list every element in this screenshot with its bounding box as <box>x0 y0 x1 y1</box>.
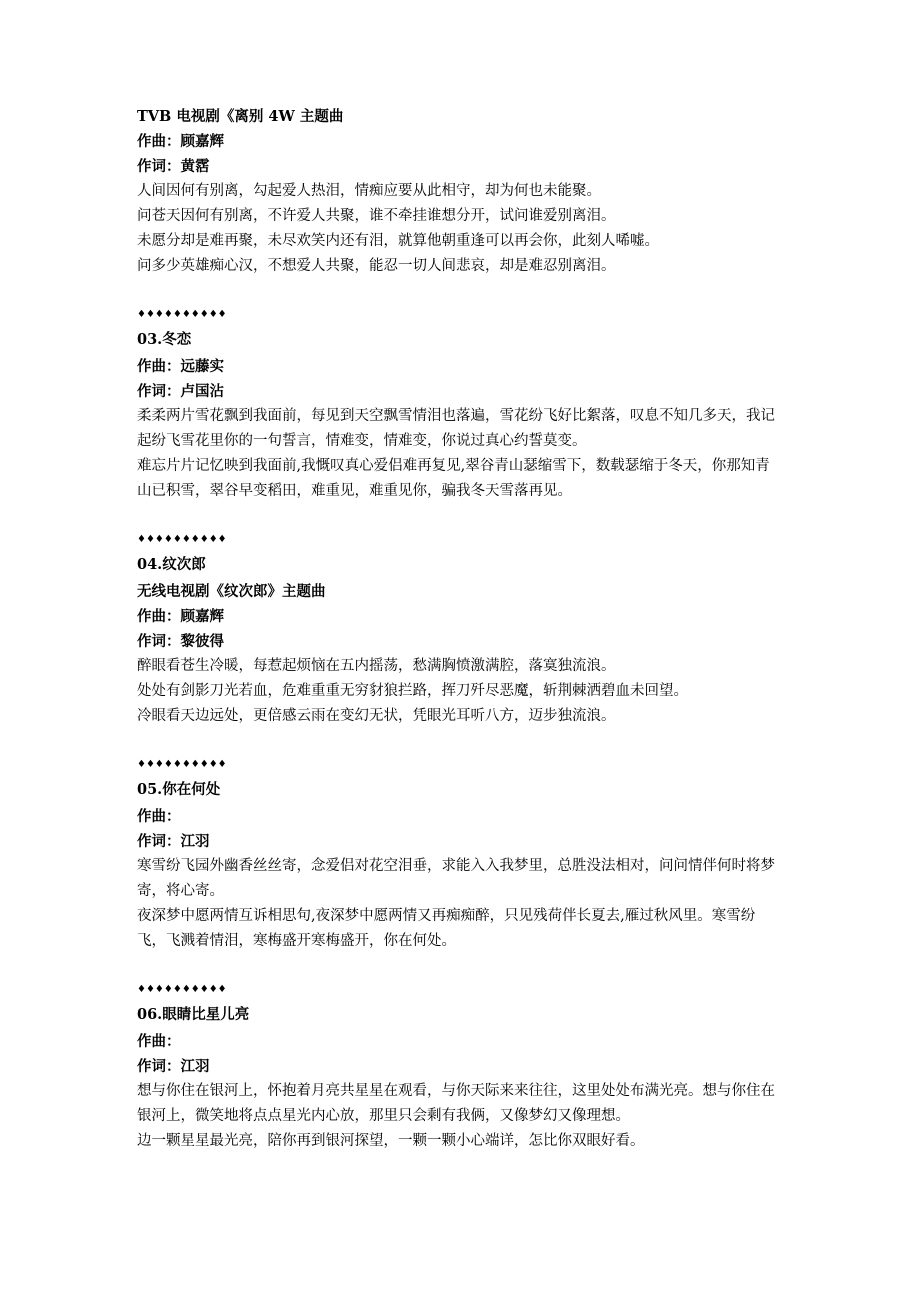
lyric-paragraph: 寒雪纷飞园外幽香丝丝寄，念爱侣对花空泪垂，求能入入我梦里，总胜没法相对，问问情伴何时将梦寄，将心寄。 <box>137 858 775 899</box>
song-06-composer: 作曲： <box>137 1033 181 1050</box>
song-04-subtitle: 无线电视剧《纹次郎》主题曲 <box>137 583 326 600</box>
song-02-composer: 作曲：顾嘉辉 <box>137 133 224 150</box>
diamond-divider: ♦♦♦♦♦♦♦♦♦♦ <box>137 984 227 995</box>
song-05-lyricist: 作词：江羽 <box>137 833 210 850</box>
diamond-divider: ♦♦♦♦♦♦♦♦♦♦ <box>137 759 227 770</box>
song-04-lyricist: 作词：黎彼得 <box>137 633 224 650</box>
spacer <box>137 504 782 527</box>
song-05-section <box>137 777 782 954</box>
lyric-paragraph: 边一颗星星最光亮，陪你再到银河探望，一颗一颗小心端详，怎比你双眼好看。 <box>137 1133 645 1149</box>
song-02-section <box>137 104 782 279</box>
song-02-lyricist: 作词：黄霑 <box>137 158 210 175</box>
lyric-line: 人间因何有别离，勾起爱人热泪，情痴应要从此相守，却为何也未能聚。 <box>137 183 601 199</box>
lyric-paragraph: 夜深梦中愿两情互诉相思句,夜深梦中愿两情又再痴痴醉，只见残荷伴长夏去,雁过秋风里。寒雪纷飞，飞溅着情泪，寒梅盛开寒梅盛开，你在何处。 <box>137 908 756 949</box>
lyric-paragraph: 难忘片片记忆映到我面前,我慨叹真心爱侣难再复见,翠谷青山瑟缩雪下，数载瑟缩于冬天，你那知青山已积雪，翠谷早变稻田，难重见，难重见你，骗我冬天雪落再见。 <box>137 458 770 499</box>
diamond-divider: ♦♦♦♦♦♦♦♦♦♦ <box>137 534 227 545</box>
diamond-divider: ♦♦♦♦♦♦♦♦♦♦ <box>137 309 227 320</box>
song-04-section <box>137 552 782 729</box>
song-06-lyricist: 作词：江羽 <box>137 1058 210 1075</box>
lyric-line: 未愿分却是难再聚，未尽欢笑内还有泪，就算他朝重逢可以再会你，此刻人唏嘘。 <box>137 233 659 249</box>
song-04-composer: 作曲：顾嘉辉 <box>137 608 224 625</box>
song-06-title: 06.眼睛比星儿亮 <box>137 1006 250 1023</box>
song-04-title: 04.纹次郎 <box>137 556 206 573</box>
lyric-paragraph: 想与你住在银河上，怀抱着月亮共星星在观看，与你天际来来往往，这里处处布满光亮。想与你住在银河上，微笑地将点点星光内心放，那里只会剩有我俩，又像梦幻又像理想。 <box>137 1083 775 1124</box>
document-page <box>137 104 782 1154</box>
spacer <box>137 954 782 977</box>
song-03-composer: 作曲：远藤实 <box>137 358 224 375</box>
spacer <box>137 729 782 752</box>
lyric-line: 问苍天因何有别离，不许爱人共聚，谁不牵挂谁想分开，试问谁爱别离泪。 <box>137 208 616 224</box>
lyric-line: 冷眼看天边远处，更倍感云雨在变幻无状，凭眼光耳听八方，迈步独流浪。 <box>137 708 616 724</box>
spacer <box>137 279 782 302</box>
lyric-line: 问多少英雄痴心汉，不想爱人共聚，能忍一切人间悲哀，却是难忍别离泪。 <box>137 258 616 274</box>
song-03-title: 03.冬恋 <box>137 331 192 348</box>
lyric-paragraph: 柔柔两片雪花飘到我面前，每见到天空飘雪情泪也落遍，雪花纷飞好比絮落，叹息不知几多天，我记起纷飞雪花里你的一句誓言，情难变，情难变，你说过真心约誓莫变。 <box>137 408 775 449</box>
lyric-line: 醉眼看苍生冷暖，每惹起烦恼在五内摇荡，愁满胸愤激满腔，落寞独流浪。 <box>137 658 616 674</box>
song-03-section <box>137 327 782 504</box>
lyric-line: 处处有剑影刀光若血，危难重重无穷豺狼拦路，挥刀歼尽恶魔，斩荆棘洒碧血未回望。 <box>137 683 688 699</box>
song-06-section <box>137 1002 782 1154</box>
song-05-composer: 作曲： <box>137 808 181 825</box>
song-05-title: 05.你在何处 <box>137 781 221 798</box>
song-03-lyricist: 作词：卢国沾 <box>137 383 224 400</box>
song-02-subtitle: TVB 电视剧《离别 4W 主题曲 <box>137 108 344 125</box>
